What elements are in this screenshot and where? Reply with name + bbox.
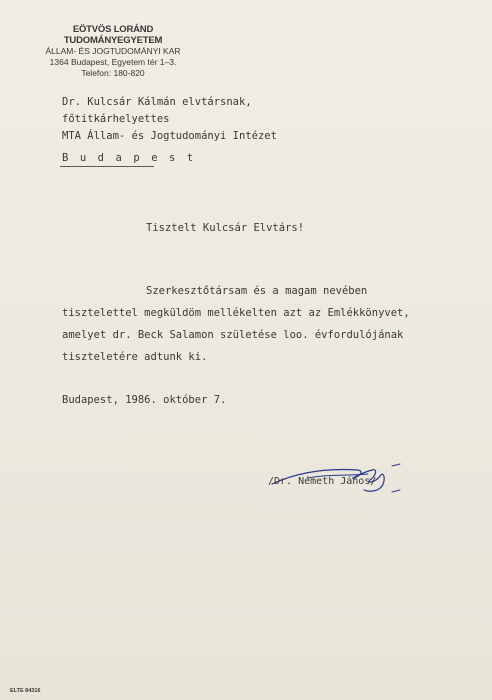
city-underline [60, 166, 154, 167]
letterhead-address: 1364 Budapest, Egyetem tér 1–3. [49, 57, 177, 67]
recipient-name: Dr. Kulcsár Kálmán elvtársnak, [62, 96, 252, 108]
signer-name: /Dr. Németh János/ [268, 476, 377, 487]
body-line-4: tiszteletére adtunk ki. [62, 351, 208, 363]
letterhead-faculty: ÁLLAM- ÉS JOGTUDOMÁNYI KAR [45, 46, 181, 56]
salutation: Tisztelt Kulcsár Elvtárs! [146, 222, 305, 234]
recipient-institute: MTA Állam- és Jogtudományi Intézet [62, 130, 277, 142]
recipient-title: főtitkárhelyettes [62, 113, 170, 125]
body-line-2: tisztelettel megküldöm mellékelten azt az Emlékkönyvet, [62, 307, 410, 319]
form-code: ELTE 84316 [10, 688, 41, 694]
recipient-city: B u d a p e s t [62, 152, 196, 164]
date-line: Budapest, 1986. október 7. [62, 394, 227, 406]
letterhead [28, 24, 198, 79]
body-line-3: amelyet dr. Beck Salamon születése loo. évfordulójának [62, 329, 404, 341]
body-line-1: Szerkesztőtársam és a magam nevében [146, 285, 368, 297]
letterhead-university: EÖTVÖS LORÁND TUDOMÁNYEGYETEM [63, 24, 163, 46]
recipient-block [62, 94, 277, 145]
letter-body [62, 280, 422, 368]
letterhead-phone: Telefon: 180-820 [81, 68, 145, 78]
